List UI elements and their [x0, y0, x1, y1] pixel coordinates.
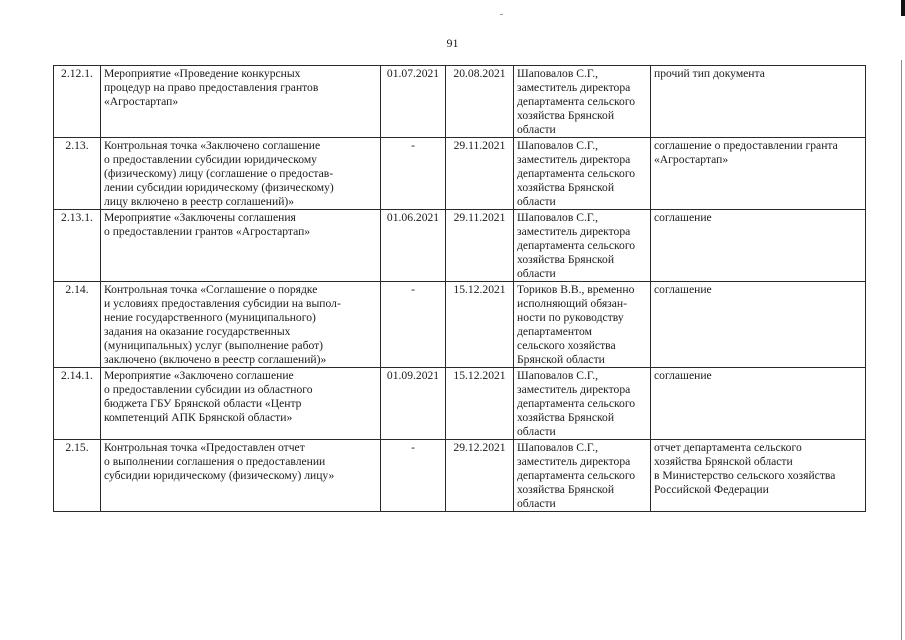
responsible-person: Ториков В.В., временно исполняющий обязан- ности по руководству департаментом сельского хозяйства Брянской области: [514, 282, 651, 368]
row-title: Контрольная точка «Соглашение о порядке и условиях предоставления субсидии на выпол- нение государственного (муниципального) задания на оказание государственных (муниципальных) услуг (выполнение работ) заключено (включено в реестр соглашений)»: [101, 282, 381, 368]
row-title: Контрольная точка «Предоставлен отчет о выполнении соглашения о предоставлении субсидии юридическому (физическому) лицу»: [101, 440, 381, 512]
end-date: 29.11.2021: [446, 138, 514, 210]
scan-edge-line: [901, 60, 902, 640]
result-document: соглашение: [651, 282, 866, 368]
row-title: Мероприятие «Заключены соглашения о предоставлении грантов «Агростартап»: [101, 210, 381, 282]
start-date: -: [381, 440, 446, 512]
page-number: 91: [446, 36, 459, 50]
row-title: Мероприятие «Проведение конкурсных процедур на право предоставления грантов «Агростартап»: [101, 66, 381, 138]
result-document: соглашение о предоставлении гранта «Агростартап»: [651, 138, 866, 210]
end-date: 20.08.2021: [446, 66, 514, 138]
table-row: [54, 368, 866, 440]
result-document: соглашение: [651, 368, 866, 440]
row-number: 2.12.1.: [54, 66, 101, 138]
scan-edge-mark: [901, 0, 905, 16]
table-row: [54, 66, 866, 138]
table-row: [54, 282, 866, 368]
row-title: Контрольная точка «Заключено соглашение о предоставлении субсидии юридическому (физическому) лицу (соглашение о предостав- лении субсидии юридическому (физическому) лицу включено в реестр соглашений)»: [101, 138, 381, 210]
row-number: 2.13.: [54, 138, 101, 210]
result-document: прочий тип документа: [651, 66, 866, 138]
responsible-person: Шаповалов С.Г., заместитель директора департамента сельского хозяйства Брянской области: [514, 66, 651, 138]
responsible-person: Шаповалов С.Г., заместитель директора департамента сельского хозяйства Брянской области: [514, 368, 651, 440]
responsible-person: Шаповалов С.Г., заместитель директора департамента сельского хозяйства Брянской области: [514, 440, 651, 512]
scan-artifact: [500, 14, 503, 15]
result-document: отчет департамента сельского хозяйства Брянской области в Министерство сельского хозяйства Российской Федерации: [651, 440, 866, 512]
row-number: 2.13.1.: [54, 210, 101, 282]
result-document: соглашение: [651, 210, 866, 282]
end-date: 15.12.2021: [446, 368, 514, 440]
end-date: 29.12.2021: [446, 440, 514, 512]
responsible-person: Шаповалов С.Г., заместитель директора департамента сельского хозяйства Брянской области: [514, 138, 651, 210]
start-date: 01.06.2021: [381, 210, 446, 282]
row-number: 2.15.: [54, 440, 101, 512]
start-date: 01.07.2021: [381, 66, 446, 138]
schedule-table: [53, 65, 866, 512]
row-number: 2.14.: [54, 282, 101, 368]
start-date: 01.09.2021: [381, 368, 446, 440]
table-row: [54, 210, 866, 282]
start-date: -: [381, 282, 446, 368]
responsible-person: Шаповалов С.Г., заместитель директора департамента сельского хозяйства Брянской области: [514, 210, 651, 282]
start-date: -: [381, 138, 446, 210]
row-title: Мероприятие «Заключено соглашение о предоставлении субсидии из областного бюджета ГБУ Брянской области «Центр компетенций АПК Брянской области»: [101, 368, 381, 440]
table-row: [54, 138, 866, 210]
end-date: 29.11.2021: [446, 210, 514, 282]
row-number: 2.14.1.: [54, 368, 101, 440]
end-date: 15.12.2021: [446, 282, 514, 368]
table-row: [54, 440, 866, 512]
